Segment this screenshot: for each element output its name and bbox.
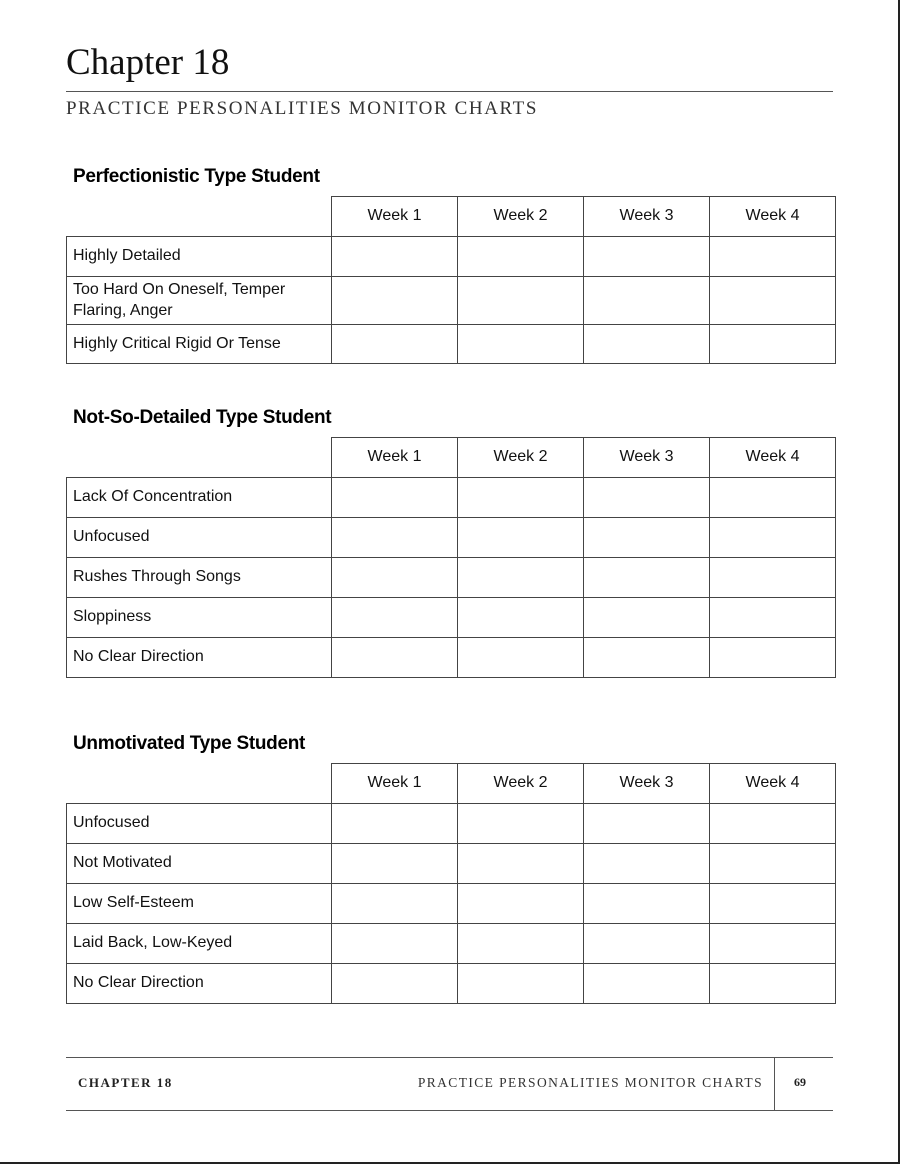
footer-title: PRACTICE PERSONALITIES MONITOR CHARTS: [417, 1075, 763, 1090]
week-4-header: Week 4: [710, 764, 836, 804]
week-4-header: Week 4: [710, 197, 836, 237]
week-3-header: Week 3: [584, 438, 710, 478]
week-2-cell[interactable]: [458, 277, 584, 325]
blank-corner-cell: [67, 438, 332, 478]
footer-divider: [774, 1057, 775, 1110]
week-1-cell[interactable]: [332, 844, 458, 884]
header-rule: [66, 91, 833, 92]
table-row: [67, 884, 836, 924]
table-row: [67, 518, 836, 558]
week-3-cell[interactable]: [584, 277, 710, 325]
week-2-cell[interactable]: [458, 804, 584, 844]
week-4-cell[interactable]: [710, 598, 836, 638]
not-so-detailed-chart: [66, 437, 836, 678]
table-header-row: [67, 197, 836, 237]
week-1-cell[interactable]: [332, 884, 458, 924]
row-label: Unfocused: [67, 804, 332, 844]
table-row: [67, 844, 836, 884]
week-4-cell[interactable]: [710, 804, 836, 844]
week-2-header: Week 2: [458, 197, 584, 237]
page-number: 69: [794, 1075, 806, 1089]
week-1-header: Week 1: [332, 764, 458, 804]
week-4-cell[interactable]: [710, 558, 836, 598]
row-label: Sloppiness: [67, 598, 332, 638]
footer-chapter: CHAPTER 18: [78, 1075, 173, 1090]
week-3-cell[interactable]: [584, 964, 710, 1004]
section-title-unmotivated: Unmotivated Type Student: [73, 733, 306, 754]
week-2-cell[interactable]: [458, 638, 584, 678]
week-3-cell[interactable]: [584, 478, 710, 518]
unmotivated-chart: [66, 763, 836, 1004]
table-row: [67, 924, 836, 964]
row-label: No Clear Direction: [67, 964, 332, 1004]
table-row: [67, 638, 836, 678]
week-4-cell[interactable]: [710, 518, 836, 558]
week-1-cell[interactable]: [332, 558, 458, 598]
week-1-cell[interactable]: [332, 518, 458, 558]
week-3-cell[interactable]: [584, 237, 710, 277]
week-4-cell[interactable]: [710, 924, 836, 964]
week-3-cell[interactable]: [584, 884, 710, 924]
chapter-subtitle: PRACTICE PERSONALITIES MONITOR CHARTS: [66, 98, 539, 119]
week-4-cell[interactable]: [710, 478, 836, 518]
section-title-not-so-detailed: Not-So-Detailed Type Student: [73, 407, 332, 428]
week-4-cell[interactable]: [710, 638, 836, 678]
row-label: Unfocused: [67, 518, 332, 558]
week-1-cell[interactable]: [332, 478, 458, 518]
week-1-cell[interactable]: [332, 325, 458, 364]
week-2-cell[interactable]: [458, 558, 584, 598]
week-2-cell[interactable]: [458, 844, 584, 884]
week-2-cell[interactable]: [458, 325, 584, 364]
week-3-cell[interactable]: [584, 924, 710, 964]
week-4-cell[interactable]: [710, 844, 836, 884]
week-4-cell[interactable]: [710, 237, 836, 277]
week-2-cell[interactable]: [458, 598, 584, 638]
week-3-cell[interactable]: [584, 598, 710, 638]
table-row: [67, 325, 836, 364]
week-2-header: Week 2: [458, 764, 584, 804]
blank-corner-cell: [67, 197, 332, 237]
table-row: [67, 478, 836, 518]
row-label: No Clear Direction: [67, 638, 332, 678]
week-3-cell[interactable]: [584, 804, 710, 844]
row-label: Rushes Through Songs: [67, 558, 332, 598]
table-row: [67, 598, 836, 638]
table-row: [67, 804, 836, 844]
week-2-cell[interactable]: [458, 478, 584, 518]
row-label: Too Hard On Oneself, Temper Flaring, Anger: [67, 277, 332, 325]
week-2-cell[interactable]: [458, 964, 584, 1004]
row-label: Highly Detailed: [67, 237, 332, 277]
week-1-cell[interactable]: [332, 964, 458, 1004]
footer-rule-bottom: [66, 1110, 833, 1111]
week-4-cell[interactable]: [710, 964, 836, 1004]
week-1-cell[interactable]: [332, 638, 458, 678]
week-1-cell[interactable]: [332, 598, 458, 638]
row-label: Lack Of Concentration: [67, 478, 332, 518]
row-label: Low Self-Esteem: [67, 884, 332, 924]
week-2-cell[interactable]: [458, 924, 584, 964]
week-2-header: Week 2: [458, 438, 584, 478]
week-4-cell[interactable]: [710, 277, 836, 325]
week-2-cell[interactable]: [458, 518, 584, 558]
table-row: [67, 237, 836, 277]
table-row: [67, 277, 836, 325]
week-3-header: Week 3: [584, 197, 710, 237]
week-3-cell[interactable]: [584, 558, 710, 598]
footer-rule-top: [66, 1057, 833, 1058]
table-row: [67, 964, 836, 1004]
table-row: [67, 558, 836, 598]
chapter-title: Chapter 18: [66, 42, 230, 83]
week-1-cell[interactable]: [332, 277, 458, 325]
week-4-cell[interactable]: [710, 884, 836, 924]
table-header-row: [67, 764, 836, 804]
row-label: Highly Critical Rigid Or Tense: [67, 325, 332, 364]
week-1-header: Week 1: [332, 197, 458, 237]
row-label: Laid Back, Low-Keyed: [67, 924, 332, 964]
week-3-cell[interactable]: [584, 844, 710, 884]
week-4-header: Week 4: [710, 438, 836, 478]
table-header-row: [67, 438, 836, 478]
week-1-cell[interactable]: [332, 804, 458, 844]
week-3-header: Week 3: [584, 764, 710, 804]
week-2-cell[interactable]: [458, 884, 584, 924]
week-1-cell[interactable]: [332, 237, 458, 277]
week-3-cell[interactable]: [584, 518, 710, 558]
week-4-cell[interactable]: [710, 325, 836, 364]
week-3-cell[interactable]: [584, 325, 710, 364]
blank-corner-cell: [67, 764, 332, 804]
week-2-cell[interactable]: [458, 237, 584, 277]
section-title-perfectionistic: Perfectionistic Type Student: [73, 166, 320, 187]
week-3-cell[interactable]: [584, 638, 710, 678]
perfectionistic-chart: [66, 196, 836, 364]
week-1-header: Week 1: [332, 438, 458, 478]
week-1-cell[interactable]: [332, 924, 458, 964]
row-label: Not Motivated: [67, 844, 332, 884]
